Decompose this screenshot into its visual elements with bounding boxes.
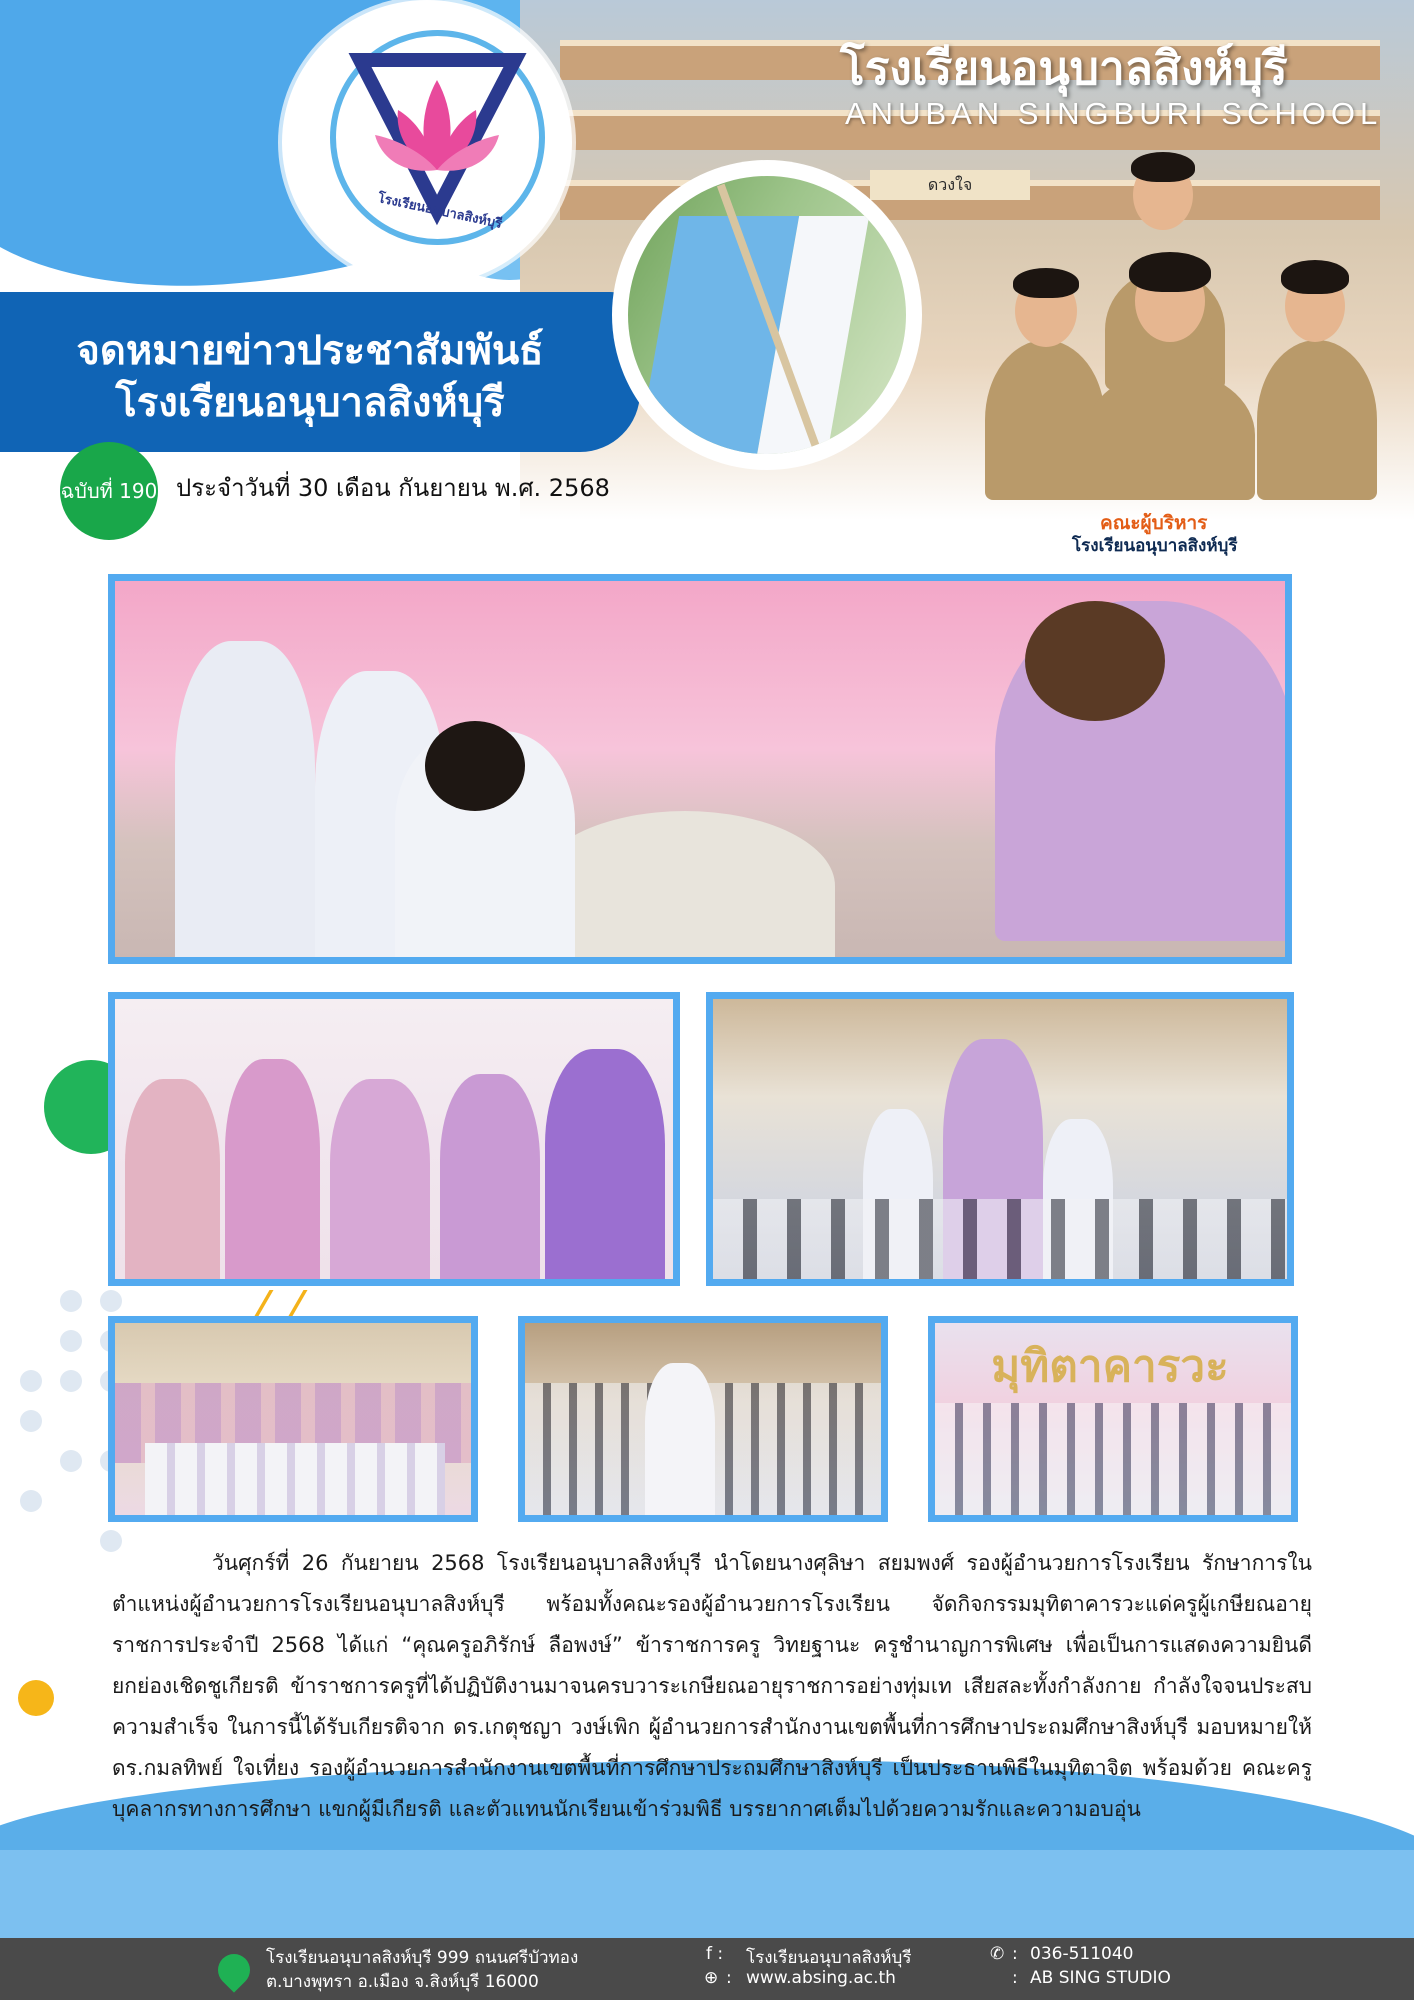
- newsletter-subtitle: โรงเรียนอนุบาลสิงห์บุรี: [115, 380, 505, 426]
- logo-caption: โรงเรียนอนุบาลสิงห์บุรี: [376, 190, 504, 232]
- footer-address-line1: โรงเรียนอนุบาลสิงห์บุรี 999 ถนนศรีบัวทอง: [266, 1948, 579, 1968]
- students-row: [145, 1443, 445, 1515]
- administrator-hair: [1281, 260, 1349, 294]
- teacher-figure: [440, 1074, 540, 1286]
- decorative-mark: [254, 1290, 283, 1316]
- footer-phone: 036-511040: [1030, 1944, 1134, 1964]
- flower-arrangement: [535, 811, 835, 961]
- phone-icon: ✆: [990, 1944, 1005, 1964]
- decorative-mark: [288, 1290, 317, 1316]
- issue-date: ประจำวันที่ 30 เดือน กันยายน พ.ศ. 2568: [176, 474, 610, 502]
- decorative-yellow-dot: [18, 1680, 54, 1716]
- decorative-dot: [100, 1290, 122, 1312]
- student-figure: [175, 641, 315, 961]
- ceremony-banner-text: มุทิตาคารวะ: [991, 1341, 1229, 1392]
- student-hair: [425, 721, 525, 811]
- administrators-photo: [985, 230, 1395, 500]
- newsletter-title: จดหมายข่าวประชาสัมพันธ์: [76, 328, 544, 374]
- administrator-figure: [1085, 370, 1255, 500]
- school-name-thai: โรงเรียนอนุบาลสิงห์บุรี: [840, 41, 1288, 95]
- speaking-student: [645, 1363, 715, 1515]
- decorative-dot: [60, 1370, 82, 1392]
- decorative-dot: [20, 1410, 42, 1432]
- hall-ceremony-photo: [706, 992, 1294, 1286]
- flag-photo: [628, 176, 906, 454]
- globe-icon: ⊕: [704, 1968, 719, 1988]
- main-ceremony-photo: [108, 574, 1292, 964]
- teacher-figure: [330, 1079, 430, 1286]
- teacher-figure: [545, 1049, 665, 1286]
- school-name-english: ANUBAN SINGBURI SCHOOL: [845, 96, 1383, 131]
- issue-number-badge: ฉบับที่ 190: [60, 442, 158, 540]
- facebook-icon: f :: [706, 1944, 724, 1964]
- students-row: [935, 1403, 1291, 1515]
- footer-studio: AB SING STUDIO: [1030, 1968, 1171, 1988]
- decorative-dot: [60, 1330, 82, 1352]
- article-body: วันศุกร์ที่ 26 กันยายน 2568 โรงเรียนอนุบาลสิงห์บุรี นำโดยนางศุลิษา สยมพงศ์ รองผู้อำนวยการโรงเรียน รักษาการในตำแหน่งผู้อำนวยการโรงเรียนอนุบาลสิงห์บุรี พร้อมทั้งคณะรองผู้อำนวยการโรงเรียน จัดกิจกรรมมุทิตาคารวะแด่ครูผู้เกษียณอายุราชการประจำปี 2568 ได้แก่ “คุณครูอภิรักษ์ ลือพงษ์” ข้าราชการครู วิทยฐานะ ครูชำนาญการพิเศษ เพื่อเป็นการแสดงความยินดียกย่องเชิดชูเกียรติ ข้าราชการครูที่ได้ปฏิบัติงานมาจนครบวาระเกษียณอายุราชการอย่างทุ่มเท เสียสละทั้งกำลังกาย กำลังใจจนประสบความสำเร็จ ในการนี้ได้รับเกียรติจาก ดร.เกตุชญา วงษ์เพิก ผู้อำนวยการสำนักงานเขตพื้นที่การศึกษาประถมศึกษาสิงห์บุรี มอบหมายให้ ดร.กมลทิพย์ ใจเที่ยง รองผู้อำนวยการสำนักงานเขตพื้นที่การศึกษาประถมศึกษาสิงห์บุรี เป็นประธานพิธีในมุทิตาจิต พร้อมด้วย คณะครู บุคลากรทางการศึกษา แขกผู้มีเกียรติ และตัวแทนนักเรียนเข้าร่วมพิธี บรรยากาศเต็มไปด้วยความรักและความอบอุ่น: [112, 1551, 1312, 1821]
- seated-students: [713, 1199, 1287, 1279]
- decorative-dot: [20, 1490, 42, 1512]
- administrators-title: คณะผู้บริหาร: [1100, 512, 1208, 534]
- administrator-hair: [1013, 268, 1079, 298]
- decorative-dot: [20, 1370, 42, 1392]
- teacher-figure: [225, 1059, 320, 1286]
- administrator-figure: [1257, 340, 1377, 500]
- teachers-group-photo: [108, 992, 680, 1286]
- footer-web-label: :: [726, 1968, 732, 1988]
- footer-address-line2: ต.บางพุทรา อ.เมือง จ.สิงห์บุรี 16000: [266, 1972, 539, 1992]
- student-speaking-photo: [518, 1316, 888, 1522]
- footer-website-link[interactable]: www.absing.ac.th: [746, 1968, 896, 1988]
- footer-studio-label: :: [1012, 1968, 1018, 1988]
- decorative-splash-bottom-band: [0, 1850, 1414, 1940]
- administrator-hair: [1129, 252, 1211, 292]
- footer-facebook-link[interactable]: โรงเรียนอนุบาลสิงห์บุรี: [746, 1948, 912, 1968]
- decorative-dot: [60, 1290, 82, 1312]
- decorative-dot: [60, 1450, 82, 1472]
- footer-phone-label: :: [1012, 1944, 1018, 1964]
- header-photo-sign: ดวงใจ: [870, 170, 1030, 200]
- teacher-figure: [125, 1079, 220, 1286]
- administrator-hair: [1131, 152, 1195, 182]
- administrators-subtitle: โรงเรียนอนุบาลสิงห์บุรี: [1072, 536, 1238, 556]
- group-with-students-photo: [108, 1316, 478, 1522]
- retiree-hair: [1025, 601, 1165, 721]
- students-choir-photo: [928, 1316, 1298, 1522]
